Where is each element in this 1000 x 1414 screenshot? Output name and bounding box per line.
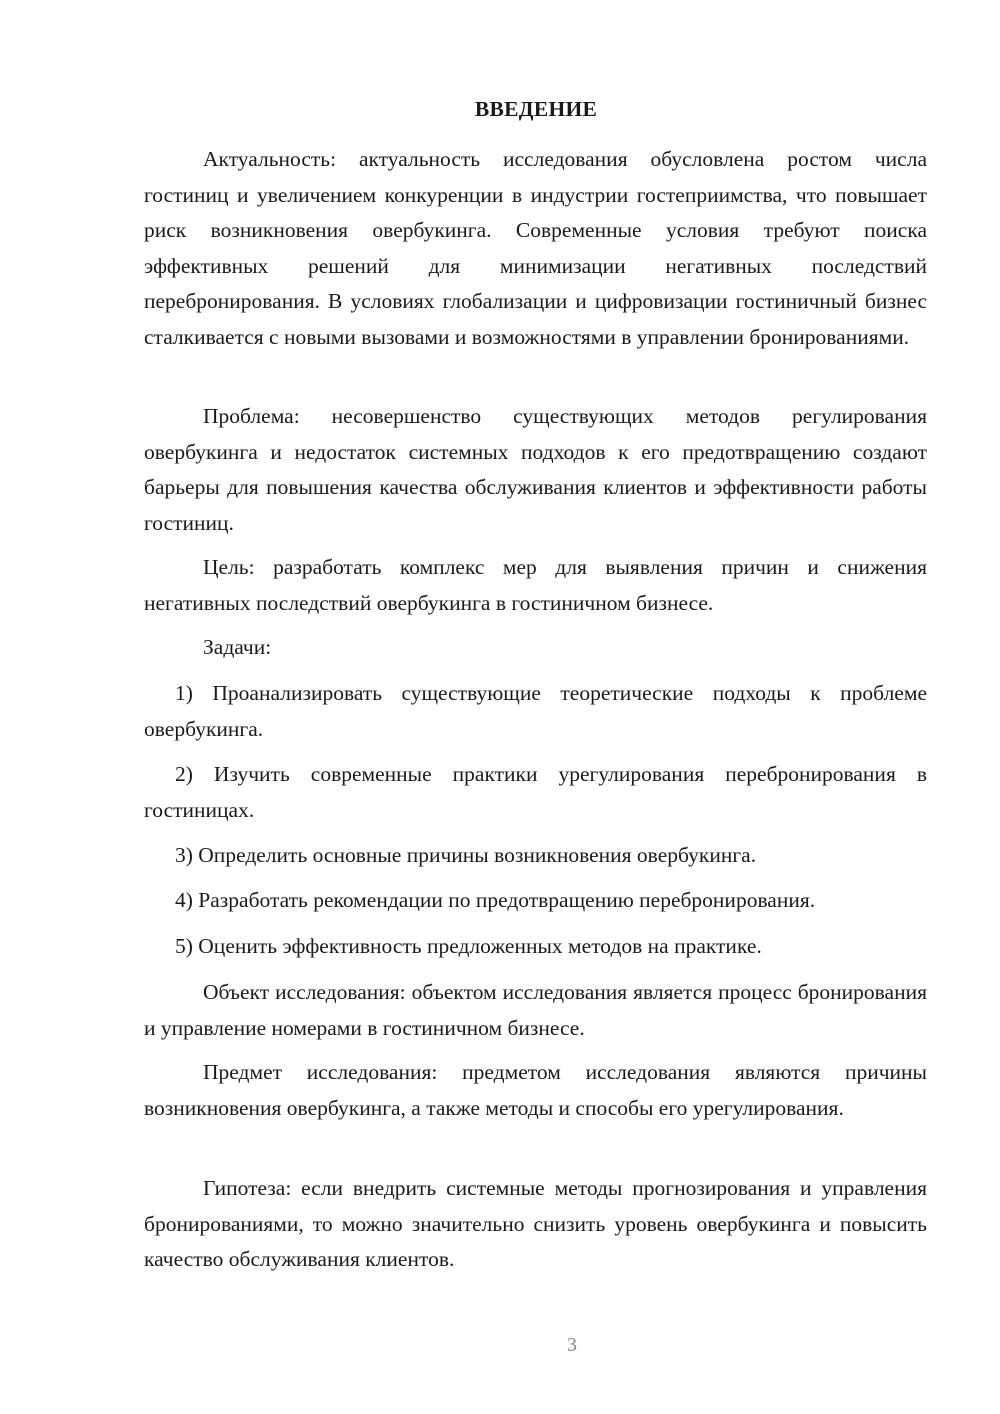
- paragraph-relevance: Актуальность: актуальность исследования обусловлена ростом числа гостиниц и увеличением конкуренции в индустрии гостеприимства, что повышает риск возникновения овербукинга. Современные условия требуют поиска эффективных решений для минимизации негативных последствий перебронирования. В условиях глобализации и цифровизации гостиничный бизнес сталкивается с новыми вызовами и возможностями в управлении бронированиями.: [144, 147, 927, 349]
- paragraph-hypothesis: Гипотеза: если внедрить системные методы прогнозирования и управления бронированиями, то можно значительно снизить уровень овербукинга и повысить качество обслуживания клиентов.: [144, 1176, 927, 1271]
- page-number: 3: [567, 1334, 577, 1356]
- tasks-label: Задачи:: [203, 635, 272, 659]
- task-item-1: 1) Проанализировать существующие теоретические подходы к проблеме овербукинга.: [144, 681, 927, 741]
- paragraph-goal: Цель: разработать комплекс мер для выявления причин и снижения негативных последствий овербукинга в гостиничном бизнесе.: [144, 555, 927, 615]
- paragraph-object: Объект исследования: объектом исследования является процесс бронирования и управление номерами в гостиничном бизнесе.: [144, 980, 927, 1040]
- task-item-3: 3) Определить основные причины возникновения овербукинга.: [175, 843, 757, 867]
- paragraph-problem: Проблема: несовершенство существующих методов регулирования овербукинга и недостаток системных подходов к его предотвращению создают барьеры для повышения качества обслуживания клиентов и эффективности работы гостиниц.: [144, 404, 927, 535]
- task-item-4: 4) Разработать рекомендации по предотвращению перебронирования.: [175, 888, 816, 912]
- paragraph-subject: Предмет исследования: предметом исследования являются причины возникновения овербукинга, а также методы и способы его урегулирования.: [144, 1060, 927, 1120]
- task-item-5: 5) Оценить эффективность предложенных методов на практике.: [175, 934, 762, 958]
- section-heading: ВВЕДЕНИЕ: [474, 97, 598, 121]
- task-item-2: 2) Изучить современные практики урегулирования перебронирования в гостиницах.: [144, 762, 927, 822]
